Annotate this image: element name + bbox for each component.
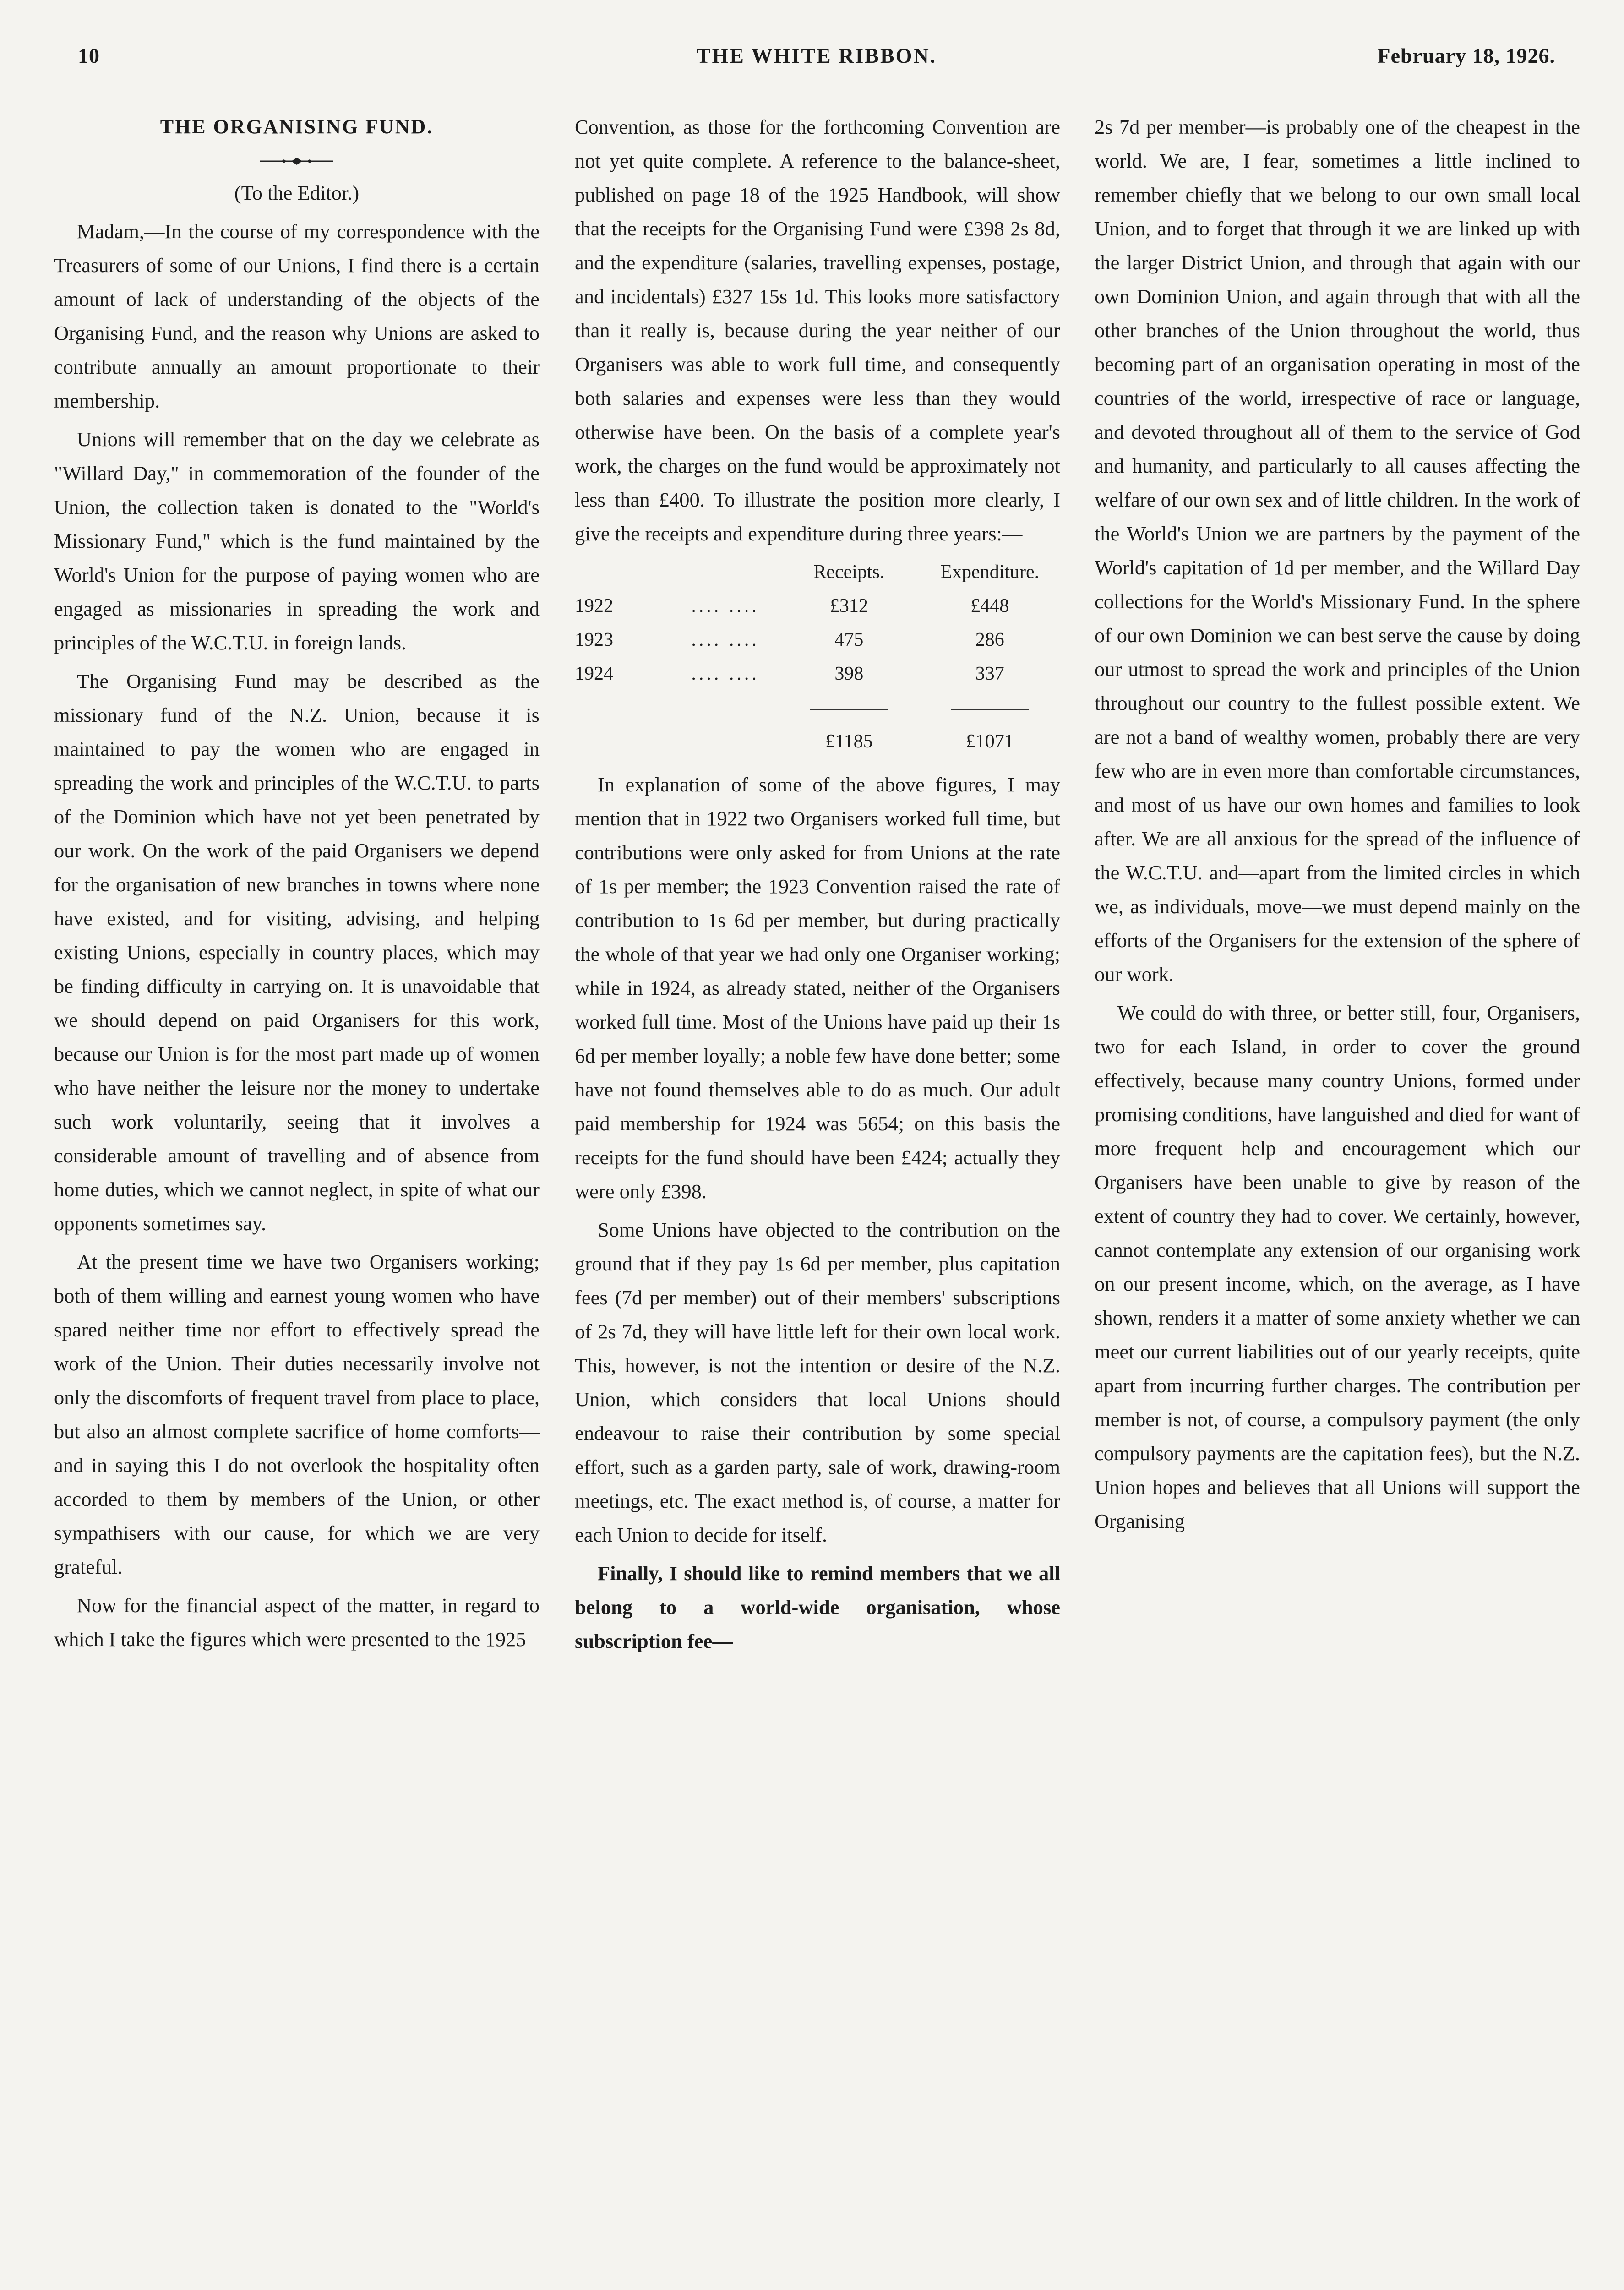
row-year: 1924 — [575, 663, 613, 684]
table-row — [575, 589, 1060, 623]
row-leader: .... .... — [691, 663, 759, 684]
table-header-row — [575, 555, 1060, 589]
paragraph: Some Unions have objected to the contribution on the ground that if they pay 1s 6d per member, plus capitation fees (7d per member) out of their members' subscriptions of 2s 7d, they will have little left for their own local work. This, however, is not the intention or desire of the N.Z. Union, which considers that local Unions should endeavour to raise their contribution by some special effort, such as a garden party, sale of work, drawing-room meetings, etc. The exact method is, of course, a matter for each Union to decide for itself. — [575, 1218, 1060, 1546]
paragraph: Now for the financial aspect of the matter, in regard to which I take the figures which were presented to the 1925 — [54, 1594, 540, 1651]
paragraph: Finally, I should like to remind members that we all belong to a world-wide organisation, whose subscription fee— — [575, 1562, 1060, 1652]
total-rule — [951, 709, 1029, 710]
paragraph: We could do with three, or better still, four, Organisers, two for each Island, in order to cover the ground effectively, because many country Unions, formed under promising conditions, have languished and died for want of more frequent help and encouragement which our Organisers have been unable to give by reason of the extent of country they had to cover. We certainly, however, cannot contemplate any extension of our organising work on our present income, which, on the average, as I have shown, renders it a matter of some anxiety whether we can meet our current liabilities out of our yearly receipts, quite apart from incurring further charges. The contribution per member is not, of course, a compulsory payment (the only compulsory payments are the capitation fees), but the N.Z. Union hopes and believes that all Unions will support the Organising — [1095, 1001, 1580, 1532]
paragraph: At the present time we have two Organisers working; both of them willing and earnest young women who have spared neither time nor effort to effectively spread the work of the Union. Their duties necessarily involve not only the discomforts of frequent travel from place to place, but also an almost complete sacrifice of home comforts—and in saying this I do not overlook the hospitality often accorded to them by members of the Union, or other sympathisers with our cause, for which we are very grateful. — [54, 1250, 540, 1578]
title-ornament — [54, 148, 540, 176]
paragraph: In explanation of some of the above figures, I may mention that in 1922 two Organisers worked full time, but contributions were only asked for from Unions at the rate of 1s per member; the 1923 Convention raised the rate of contribution to 1s 6d per member, but during practically the whole of that year we had only one Organiser working; while in 1924, as already stated, neither of the Organisers worked full time. Most of the Unions have paid up their 1s 6d per member loyally; a noble few have done better; some have not found themselves able to do as much. Our adult paid membership for 1924 was 5654; on this basis the receipts for the fund should have been £424; actually they were only £398. — [575, 773, 1060, 1203]
page-header — [78, 44, 1555, 80]
to-editor-line: (To the Editor.) — [234, 181, 360, 204]
row-receipts: £312 — [829, 595, 868, 616]
paragraph: Convention, as those for the forthcoming Convention are not yet quite complete. A reference to the balance-sheet, published on page 18 of the 1925 Handbook, will show that the receipts for the Organising Fund were £398 2s 8d, and the expenditure (salaries, travelling expenses, postage, and incidentals) £327 15s 1d. This looks more satisfactory than it really is, because during the year neither of our Organisers was able to work full time, and consequently both salaries and expenses were less than they would otherwise have been. On the basis of a complete year's work, the charges on the fund would be approximately not less than £400. To illustrate the position more clearly, I give the receipts and expenditure during three years:— — [575, 115, 1060, 545]
header-expenditure: Expenditure. — [940, 562, 1040, 583]
row-expenditure: 286 — [975, 629, 1004, 650]
paragraph: The Organising Fund may be described as the missionary fund of the N.Z. Union, because it is maintained to pay the women who are engaged in spreading the work and principles of the W.C.T.U. to parts of the Dominion which have not yet been penetrated by our work. On the work of the paid Organisers we depend for the organisation of new branches in towns where none have existed, and for visiting, advising, and helping existing Unions, especially in country places, which may be finding difficulty in carrying on. It is unavoidable that we should depend on paid Organisers for this work, because our Union is for the most part made up of women who have neither the leisure nor the money to undertake such work voluntarily, seeing that it involves a considerable amount of travelling and of absence from home duties, which we cannot neglect, in spite of what our opponents sometimes say. — [54, 670, 540, 1235]
total-receipts: £1185 — [825, 731, 873, 752]
table-rule-row — [575, 691, 1060, 725]
row-expenditure: 337 — [975, 663, 1004, 684]
row-receipts: 398 — [834, 663, 864, 684]
table-total-row — [575, 725, 1060, 758]
issue-date: February 18, 1926. — [1377, 44, 1555, 67]
table-row — [575, 623, 1060, 657]
article-title: THE ORGANISING FUND. — [160, 115, 434, 138]
column-2 — [575, 110, 1060, 2290]
row-receipts: 475 — [834, 629, 864, 650]
page-number: 10 — [78, 44, 100, 67]
total-rule — [810, 709, 888, 710]
paragraph: Unions will remember that on the day we celebrate as "Willard Day," in commemoration of the founder of the Union, the collection taken is donated to the "World's Missionary Fund," which is the fund maintained by the World's Union for the purpose of paying women who are engaged as missionaries in spreading the work and principles of the W.C.T.U. in foreign lands. — [54, 428, 540, 654]
row-year: 1923 — [575, 629, 613, 650]
publication-title: THE WHITE RIBBON. — [696, 44, 937, 67]
paragraph: 2s 7d per member—is probably one of the cheapest in the world. We are, I fear, sometimes a little inclined to remember chiefly that we belong to our own small local Union, and to forget that through it we are linked up with the larger District Union, and through that again with our own Dominion Union, and again through that with all the other branches of the Union throughout the world, thus becoming part of an organisation operating in most of the countries of the world, irrespective of race or language, and devoted throughout all of them to the service of God and humanity, and particularly to all causes affecting the welfare of our own sex and of little children. In the work of the World's Union we are partners by the payment of the World's capitation of 1d per member, and the Willard Day collections for the World's Missionary Fund. In the sphere of our own Dominion we can best serve the cause by doing our utmost to spread the work and principles of the Union throughout our country to the fullest possible extent. We are not a band of wealthy women, probably there are very few who are in even more than comfortable circumstances, and most of us have our own homes and families to look after. We are all anxious for the spread of the influence of the W.C.T.U. and—apart from the limited circles in which we, as individuals, move—we must depend mainly on the efforts of the Organisers for the extension of the sphere of our work. — [1095, 115, 1580, 986]
header-receipts: Receipts. — [813, 562, 885, 583]
row-expenditure: £448 — [970, 595, 1009, 616]
row-leader: .... .... — [691, 595, 759, 616]
row-year: 1922 — [575, 595, 613, 616]
column-3 — [1095, 110, 1580, 2290]
table-row — [575, 657, 1060, 691]
paragraph: Madam,—In the course of my correspondence with the Treasurers of some of our Unions, I find there is a certain amount of lack of understanding of the objects of the Organising Fund, and the reason why Unions are asked to contribute annually an amount proportionate to their membership. — [54, 220, 540, 412]
row-leader: .... .... — [691, 629, 759, 650]
receipts-expenditure-table — [575, 555, 1060, 758]
total-expenditure: £1071 — [965, 731, 1014, 752]
column-1 — [54, 110, 540, 2290]
